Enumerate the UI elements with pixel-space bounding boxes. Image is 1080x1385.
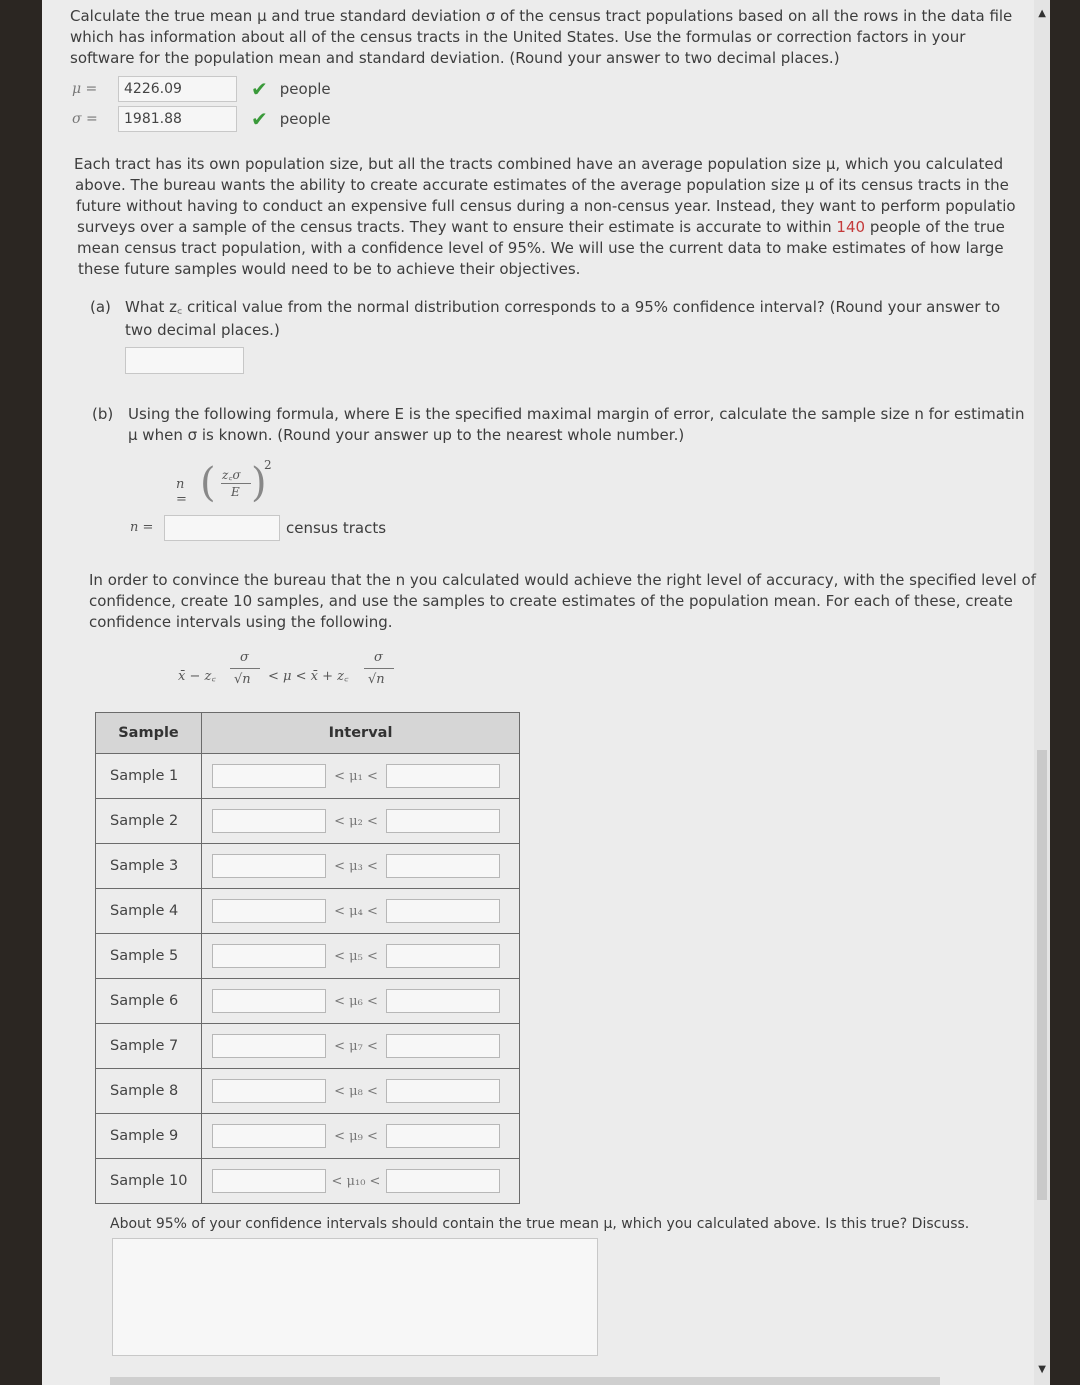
paragraph-line-4 (77, 217, 1005, 238)
mu-label: < μ₄ < (334, 903, 378, 919)
formula-denominator: E (231, 485, 240, 499)
formula-exponent: 2 (264, 458, 272, 472)
table-row (96, 934, 520, 979)
upper-bound-input[interactable] (386, 989, 500, 1013)
lower-bound-input[interactable] (212, 899, 326, 923)
sigma-answer-field[interactable]: 1981.88 (118, 106, 237, 132)
table-row (96, 1069, 520, 1114)
n-input[interactable] (164, 515, 280, 541)
paragraph-line-2: above. The bureau wants the ability to create accurate estimates of the average population size μ of its census tracts in the (75, 176, 1009, 194)
paragraph-line-1: Each tract has its own population size, but all the tracts combined have an average population size μ, which you calculated (74, 155, 1004, 173)
mu-label: < μ₈ < (334, 1083, 378, 1099)
n-label: n = (130, 520, 154, 535)
lower-bound-input[interactable] (212, 1034, 326, 1058)
part-a-line-1: What z꜀ critical value from the normal distribution corresponds to a 95% confidence interval? (Round your answer to (125, 298, 1001, 316)
mu-unit: people (279, 80, 331, 98)
ci-left: x̄ − z꜀ (178, 669, 216, 684)
formula-numerator: z꜀σ (222, 468, 241, 482)
mu-label: < μ₉ < (334, 1128, 378, 1144)
upper-bound-input[interactable] (386, 1079, 500, 1103)
upper-bound-input[interactable] (386, 899, 500, 923)
sample-label: Sample 9 (96, 1114, 202, 1159)
paragraph-line-6: these future samples would need to be to achieve their objectives. (78, 260, 581, 278)
mu-label: < μ₂ < (334, 813, 378, 829)
table-row (96, 1024, 520, 1069)
discuss-textarea[interactable] (112, 1238, 598, 1356)
sample-label: Sample 4 (96, 889, 202, 934)
upper-bound-input[interactable] (386, 1034, 500, 1058)
convince-line-2: confidence, create 10 samples, and use the samples to create estimates of the population mean. For each of these, create (89, 592, 1013, 610)
upper-bound-input[interactable] (386, 1124, 500, 1148)
mu-label: < μ₅ < (334, 948, 378, 964)
sample-label: Sample 8 (96, 1069, 202, 1114)
intro-line-2: which has information about all of the census tracts in the United States. Use the formulas or correction factors in your (70, 28, 966, 46)
ci-bar-2 (364, 668, 394, 669)
intro-line-1: Calculate the true mean μ and true standard deviation σ of the census tract populations based on all the rows in the data file (70, 7, 1013, 25)
table-row (96, 1114, 520, 1159)
convince-line-1: In order to convince the bureau that the n you calculated would achieve the right level of accuracy, with the specified level of (89, 571, 1037, 589)
header-sample: Sample (96, 713, 202, 754)
paragraph-line-4a: surveys over a sample of the census tracts. They want to ensure their estimate is accurate to within (77, 218, 837, 236)
lower-bound-input[interactable] (212, 854, 326, 878)
sample-label: Sample 1 (96, 754, 202, 799)
lower-bound-input[interactable] (212, 944, 326, 968)
n-unit: census tracts (286, 519, 387, 537)
ci-root-1: √n (234, 672, 251, 687)
ci-mid: < μ < x̄ + z꜀ (268, 669, 349, 684)
scroll-down-arrow-icon[interactable]: ▼ (1038, 1364, 1046, 1375)
lower-bound-input[interactable] (212, 1079, 326, 1103)
table-row (96, 979, 520, 1024)
left-paren: ( (200, 460, 216, 506)
table-row (96, 1159, 520, 1204)
convince-line-3: confidence intervals using the following. (89, 613, 393, 631)
paragraph-line-5: mean census tract population, with a confidence level of 95%. We will use the current data to make estimates of how large (77, 239, 1004, 257)
sigma-answer-row (72, 106, 331, 132)
header-interval: Interval (202, 713, 520, 754)
lower-bound-input[interactable] (212, 1124, 326, 1148)
mu-label: < μ₁ < (334, 768, 378, 784)
sample-label: Sample 7 (96, 1024, 202, 1069)
mu-answer-field[interactable]: 4226.09 (118, 76, 237, 102)
sample-label: Sample 5 (96, 934, 202, 979)
mu-answer-row (72, 76, 331, 102)
table-row (96, 844, 520, 889)
sample-label: Sample 6 (96, 979, 202, 1024)
lower-bound-input[interactable] (212, 1169, 326, 1193)
checkmark-icon: ✔ (251, 77, 268, 101)
scrollbar-thumb[interactable] (1037, 750, 1047, 1200)
bottom-scrollbar[interactable] (110, 1377, 940, 1385)
table-row (96, 799, 520, 844)
mu-label: < μ₇ < (334, 1038, 378, 1054)
formula-lhs: n = (176, 477, 187, 507)
interval-table (95, 712, 520, 1204)
part-b-label: (b) (92, 405, 114, 423)
upper-bound-input[interactable] (386, 854, 500, 878)
paragraph-line-3: future without having to conduct an expensive full census during a non-census year. Instead, they want to perform populatio (76, 197, 1016, 215)
sigma-unit: people (279, 110, 331, 128)
mu-label: < μ₁₀ < (331, 1173, 381, 1189)
margin-value: 140 (836, 218, 866, 236)
fraction-bar (221, 483, 251, 484)
sample-label: Sample 10 (96, 1159, 202, 1204)
part-b-line-1: Using the following formula, where E is the specified maximal margin of error, calculate the sample size n for estimatin (128, 405, 1025, 423)
intro-line-3: software for the population mean and standard deviation. (Round your answer to two decimal places.) (70, 49, 840, 67)
upper-bound-input[interactable] (386, 944, 500, 968)
lower-bound-input[interactable] (212, 764, 326, 788)
right-paren: ) (251, 460, 267, 506)
checkmark-icon: ✔ (251, 107, 268, 131)
sample-label: Sample 3 (96, 844, 202, 889)
ci-root-2: √n (368, 672, 385, 687)
sigma-symbol: σ = (72, 111, 98, 127)
upper-bound-input[interactable] (386, 764, 500, 788)
ci-sigma-2: σ (374, 650, 383, 665)
sample-label: Sample 2 (96, 799, 202, 844)
mu-label: < μ₆ < (334, 993, 378, 1009)
ci-sigma-1: σ (240, 650, 249, 665)
paragraph-line-4b: people of the true (865, 218, 1005, 236)
part-a-label: (a) (90, 298, 111, 316)
table-row (96, 754, 520, 799)
lower-bound-input[interactable] (212, 809, 326, 833)
lower-bound-input[interactable] (212, 989, 326, 1013)
scroll-up-arrow-icon[interactable]: ▲ (1038, 8, 1046, 19)
ci-bar-1 (230, 668, 260, 669)
table-row (96, 889, 520, 934)
part-b-line-2: μ when σ is known. (Round your answer up to the nearest whole number.) (128, 426, 685, 444)
discuss-question: About 95% of your confidence intervals should contain the true mean μ, which you calculated above. Is this true? Discuss. (110, 1216, 970, 1232)
part-a-line-2: two decimal places.) (125, 321, 280, 339)
upper-bound-input[interactable] (386, 1169, 500, 1193)
mu-label: < μ₃ < (334, 858, 378, 874)
upper-bound-input[interactable] (386, 809, 500, 833)
zc-input[interactable] (125, 347, 244, 374)
mu-symbol: μ = (72, 81, 98, 97)
